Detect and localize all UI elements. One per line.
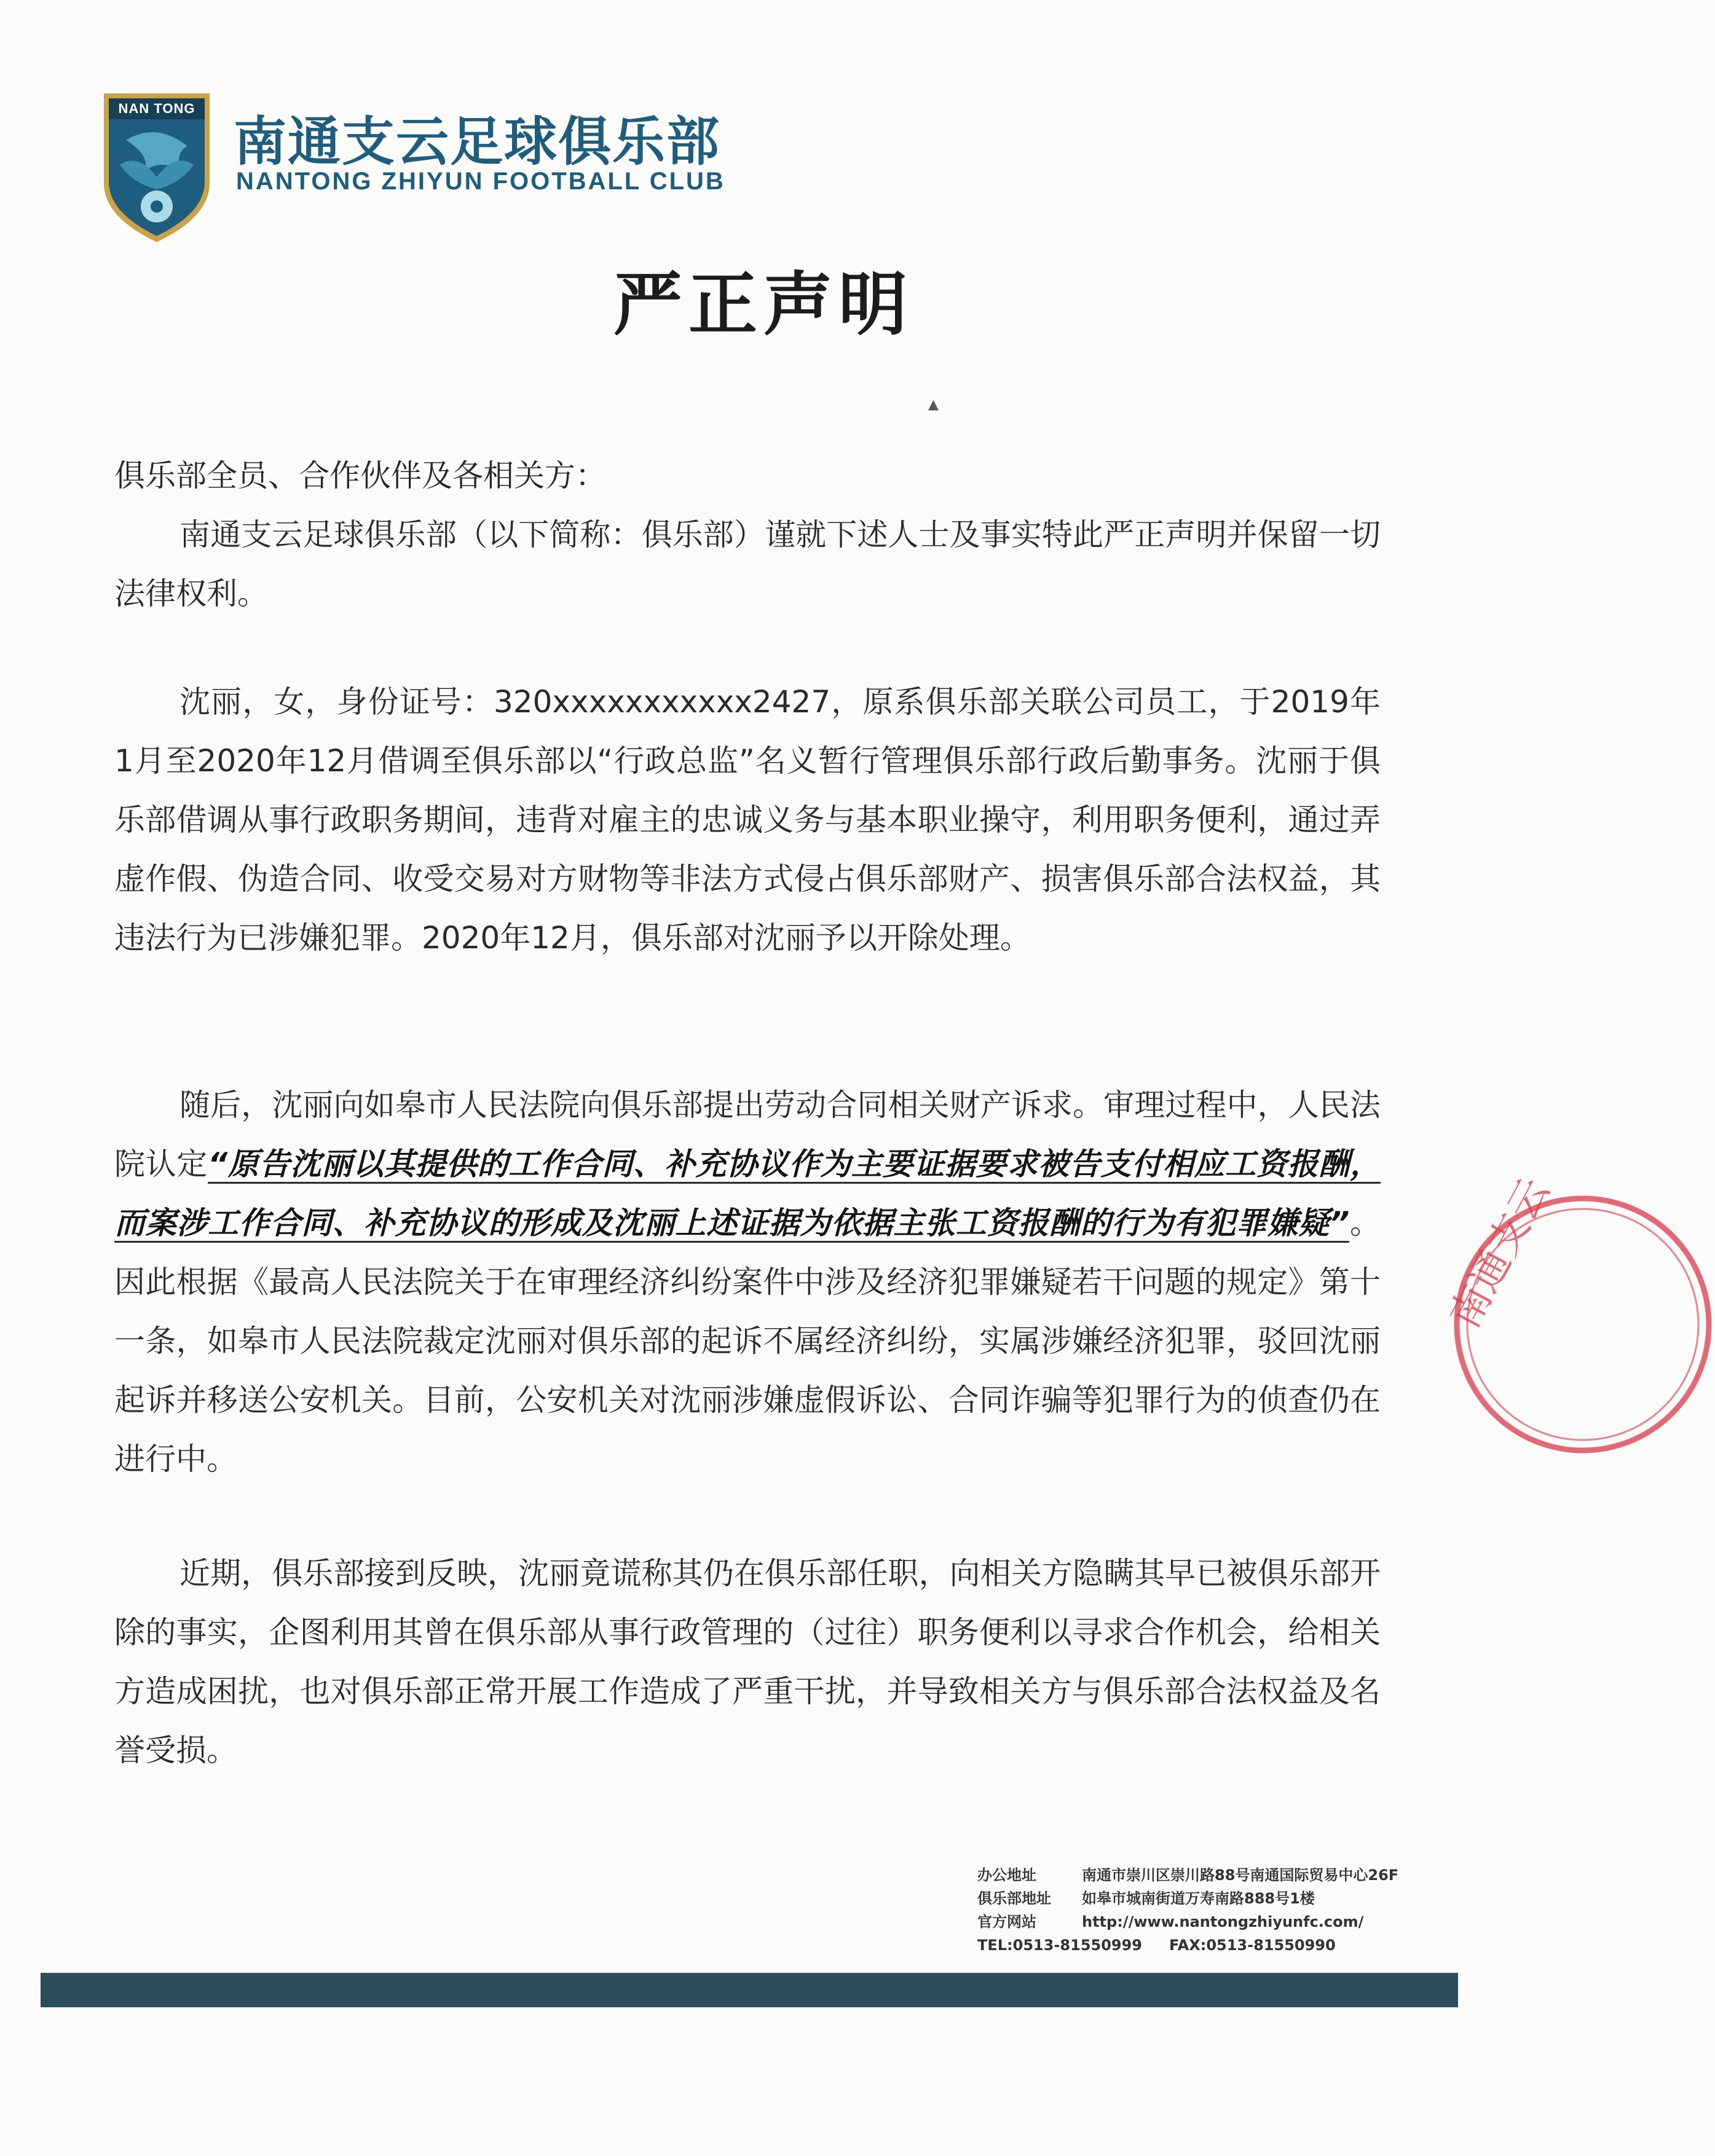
footer-bar <box>41 1973 1458 2007</box>
footer-office-row <box>977 1863 1398 1887</box>
paragraph-1-text: 南通支云足球俱乐部（以下简称：俱乐部）谨就下述人士及事实特此严正声明并保留一切法律权利。 <box>114 517 1381 612</box>
website-label: 官方网站 <box>977 1913 1036 1930</box>
club-crest-logo <box>101 91 212 245</box>
paragraph-3 <box>114 1076 1381 1489</box>
seal-text: 南通支云 <box>1440 1170 1559 1336</box>
red-seal-stamp <box>1440 1170 1559 1457</box>
paragraph-3-rest: 。因此根据《最高人民法院关于在审理经济纠纷案件中涉及经济犯罪嫌疑若干问题的规定》第十一条，如皋市人民法院裁定沈丽对俱乐部的起诉不属经济纠纷，实属涉嫌经济犯罪，驳回沈丽起诉并移送公安机关。目前，公安机关对沈丽涉嫌虚假诉讼、合同诈骗等犯罪行为的侦查仍在进行中。 <box>114 1205 1381 1477</box>
office-address: 南通市崇川区崇川路88号南通国际贸易中心26F <box>1082 1867 1399 1884</box>
paragraph-1 <box>114 505 1381 623</box>
club-name-english: NANTONG ZHIYUN FOOTBALL CLUB <box>236 168 725 195</box>
paragraph-4-text: 近期，俱乐部接到反映，沈丽竟谎称其仍在俱乐部任职，向相关方隐瞒其早已被俱乐部开除的事实，企图利用其曾在俱乐部从事行政管理的（过往）职务便利以寻求合作机会，给相关方造成困扰，也对俱乐部正常开展工作造成了严重干扰，并导致相关方与俱乐部合法权益及名誉受损。 <box>114 1556 1381 1768</box>
club-address: 如皋市城南街道万寿南路888号1楼 <box>1082 1890 1315 1907</box>
footer-site-row <box>977 1910 1398 1934</box>
paragraph-2 <box>114 672 1381 967</box>
scan-speck: ▲ <box>928 397 939 412</box>
paragraph-2-text: 沈丽，女，身份证号：320xxxxxxxxxxx2427，原系俱乐部关联公司员工，于2019年1月至2020年12月借调至俱乐部以“行政总监”名义暂行管理俱乐部行政后勤事务。沈丽于俱乐部借调从事行政职务期间，违背对雇主的忠诚义务与基本职业操守，利用职务便利，通过弄虚作假、伪造合同、收受交易对方财物等非法方式侵占俱乐部财产、损害俱乐部合法权益，其违法行为已涉嫌犯罪。2020年12月，俱乐部对沈丽予以开除处理。 <box>114 684 1381 956</box>
document-title: 严正声明 <box>613 265 913 345</box>
salutation: 俱乐部全员、合作伙伴及各相关方： <box>114 458 606 494</box>
telephone: TEL:0513-81550999 <box>977 1937 1143 1954</box>
seal-circle-icon <box>1440 1170 1715 1457</box>
paragraph-3-text <box>114 1076 1381 1489</box>
office-label: 办公地址 <box>977 1867 1036 1884</box>
website-link[interactable]: http://www.nantongzhiyunfc.com/ <box>1082 1913 1364 1930</box>
footer-phone-row <box>977 1934 1398 1957</box>
court-finding-quote: “原告沈丽以其提供的工作合同、补充协议作为主要证据要求被告支付相应工资报酬，而案涉工作合同、补充协议的形成及沈丽上述证据为依据主张工资报酬的行为有犯罪嫌疑” <box>114 1146 1381 1243</box>
paragraph-3-intro: 随后，沈丽向如皋市人民法院向俱乐部提出劳动合同相关财产诉求。审理过程中，人民法院认定 <box>114 1087 1381 1182</box>
paragraph-4 <box>114 1544 1381 1780</box>
club-name-chinese: 南通支云足球俱乐部 <box>234 111 720 173</box>
club-address-label: 俱乐部地址 <box>977 1890 1051 1907</box>
crest-label: NAN TONG <box>118 101 195 116</box>
footer-contact-block <box>977 1863 1398 1957</box>
footer-club-row <box>977 1887 1398 1910</box>
fax: FAX:0513-81550990 <box>1169 1937 1336 1954</box>
